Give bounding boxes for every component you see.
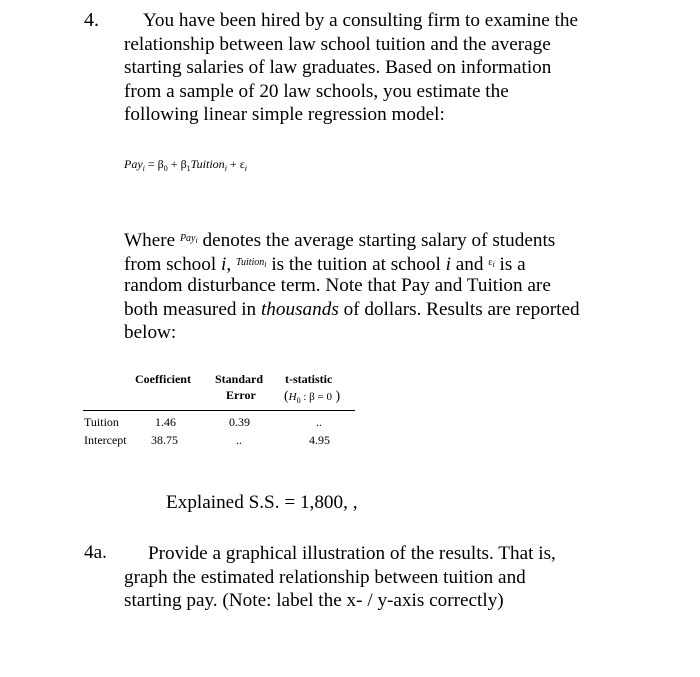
- row-label: Intercept: [84, 433, 127, 447]
- row-std-error: ..: [236, 433, 242, 447]
- where-paragraph: [124, 227, 580, 345]
- intro-line: starting salaries of law graduates. Based on information: [124, 57, 552, 79]
- header-null-hypothesis: ($H_0$ : β = 0 ): [284, 389, 341, 405]
- intro-line: You have been hired by a consulting firm to examine the: [143, 10, 578, 31]
- where-line-4: both measured in thousands of dollars. Results are reported: [124, 298, 580, 320]
- row-coefficient: 1.46: [155, 415, 176, 429]
- tuition-variable: Tuition: [235, 256, 265, 268]
- explained-ss: Explained S.S. = 1,800, ,: [166, 492, 358, 513]
- row-std-error: 0.39: [229, 415, 250, 429]
- row-tstat: ..: [316, 415, 322, 429]
- where-line-1: Where $^{Pay}$i denotes the average starting salary of students: [124, 230, 556, 251]
- subquestion-line: Provide a graphical illustration of the results. That is,: [148, 543, 556, 564]
- subquestion-number: 4a.: [84, 542, 107, 563]
- intro-paragraph: [124, 9, 578, 127]
- where-line-5: below:: [124, 322, 177, 344]
- pay-variable: Pay: [179, 233, 196, 244]
- subquestion-line: starting pay. (Note: label the x- / y-axis correctly): [124, 590, 504, 612]
- subquestion-line: graph the estimated relationship between tuition and: [124, 566, 526, 588]
- header-coefficient: Coefficient: [135, 372, 191, 386]
- header-tstat: t-statistic: [285, 372, 333, 386]
- epsilon-variable: ε: [488, 256, 493, 268]
- regression-equation: $Pay_i = \beta_0$ + $\beta_1Tuition_i + \varepsilon_i$: [124, 157, 247, 173]
- row-tstat: 4.95: [309, 433, 330, 447]
- question-number: 4.: [84, 9, 99, 31]
- subquestion-paragraph: [124, 542, 556, 613]
- where-line-2: from school i, $^{Tuition}$i is the tuition at school i and $^\varepsilon$i is a: [124, 253, 526, 275]
- intro-line: relationship between law school tuition and the average: [124, 33, 551, 55]
- row-label: Tuition: [84, 415, 119, 429]
- header-standard: Standard: [215, 372, 264, 386]
- where-line-3: random disturbance term. Note that Pay and Tuition are: [124, 275, 551, 297]
- header-error: Error: [226, 388, 256, 402]
- table-rule: [83, 410, 355, 411]
- row-coefficient: 38.75: [151, 433, 178, 447]
- intro-line: from a sample of 20 law schools, you estimate the: [124, 80, 509, 102]
- intro-line: following linear simple regression model:: [124, 104, 445, 126]
